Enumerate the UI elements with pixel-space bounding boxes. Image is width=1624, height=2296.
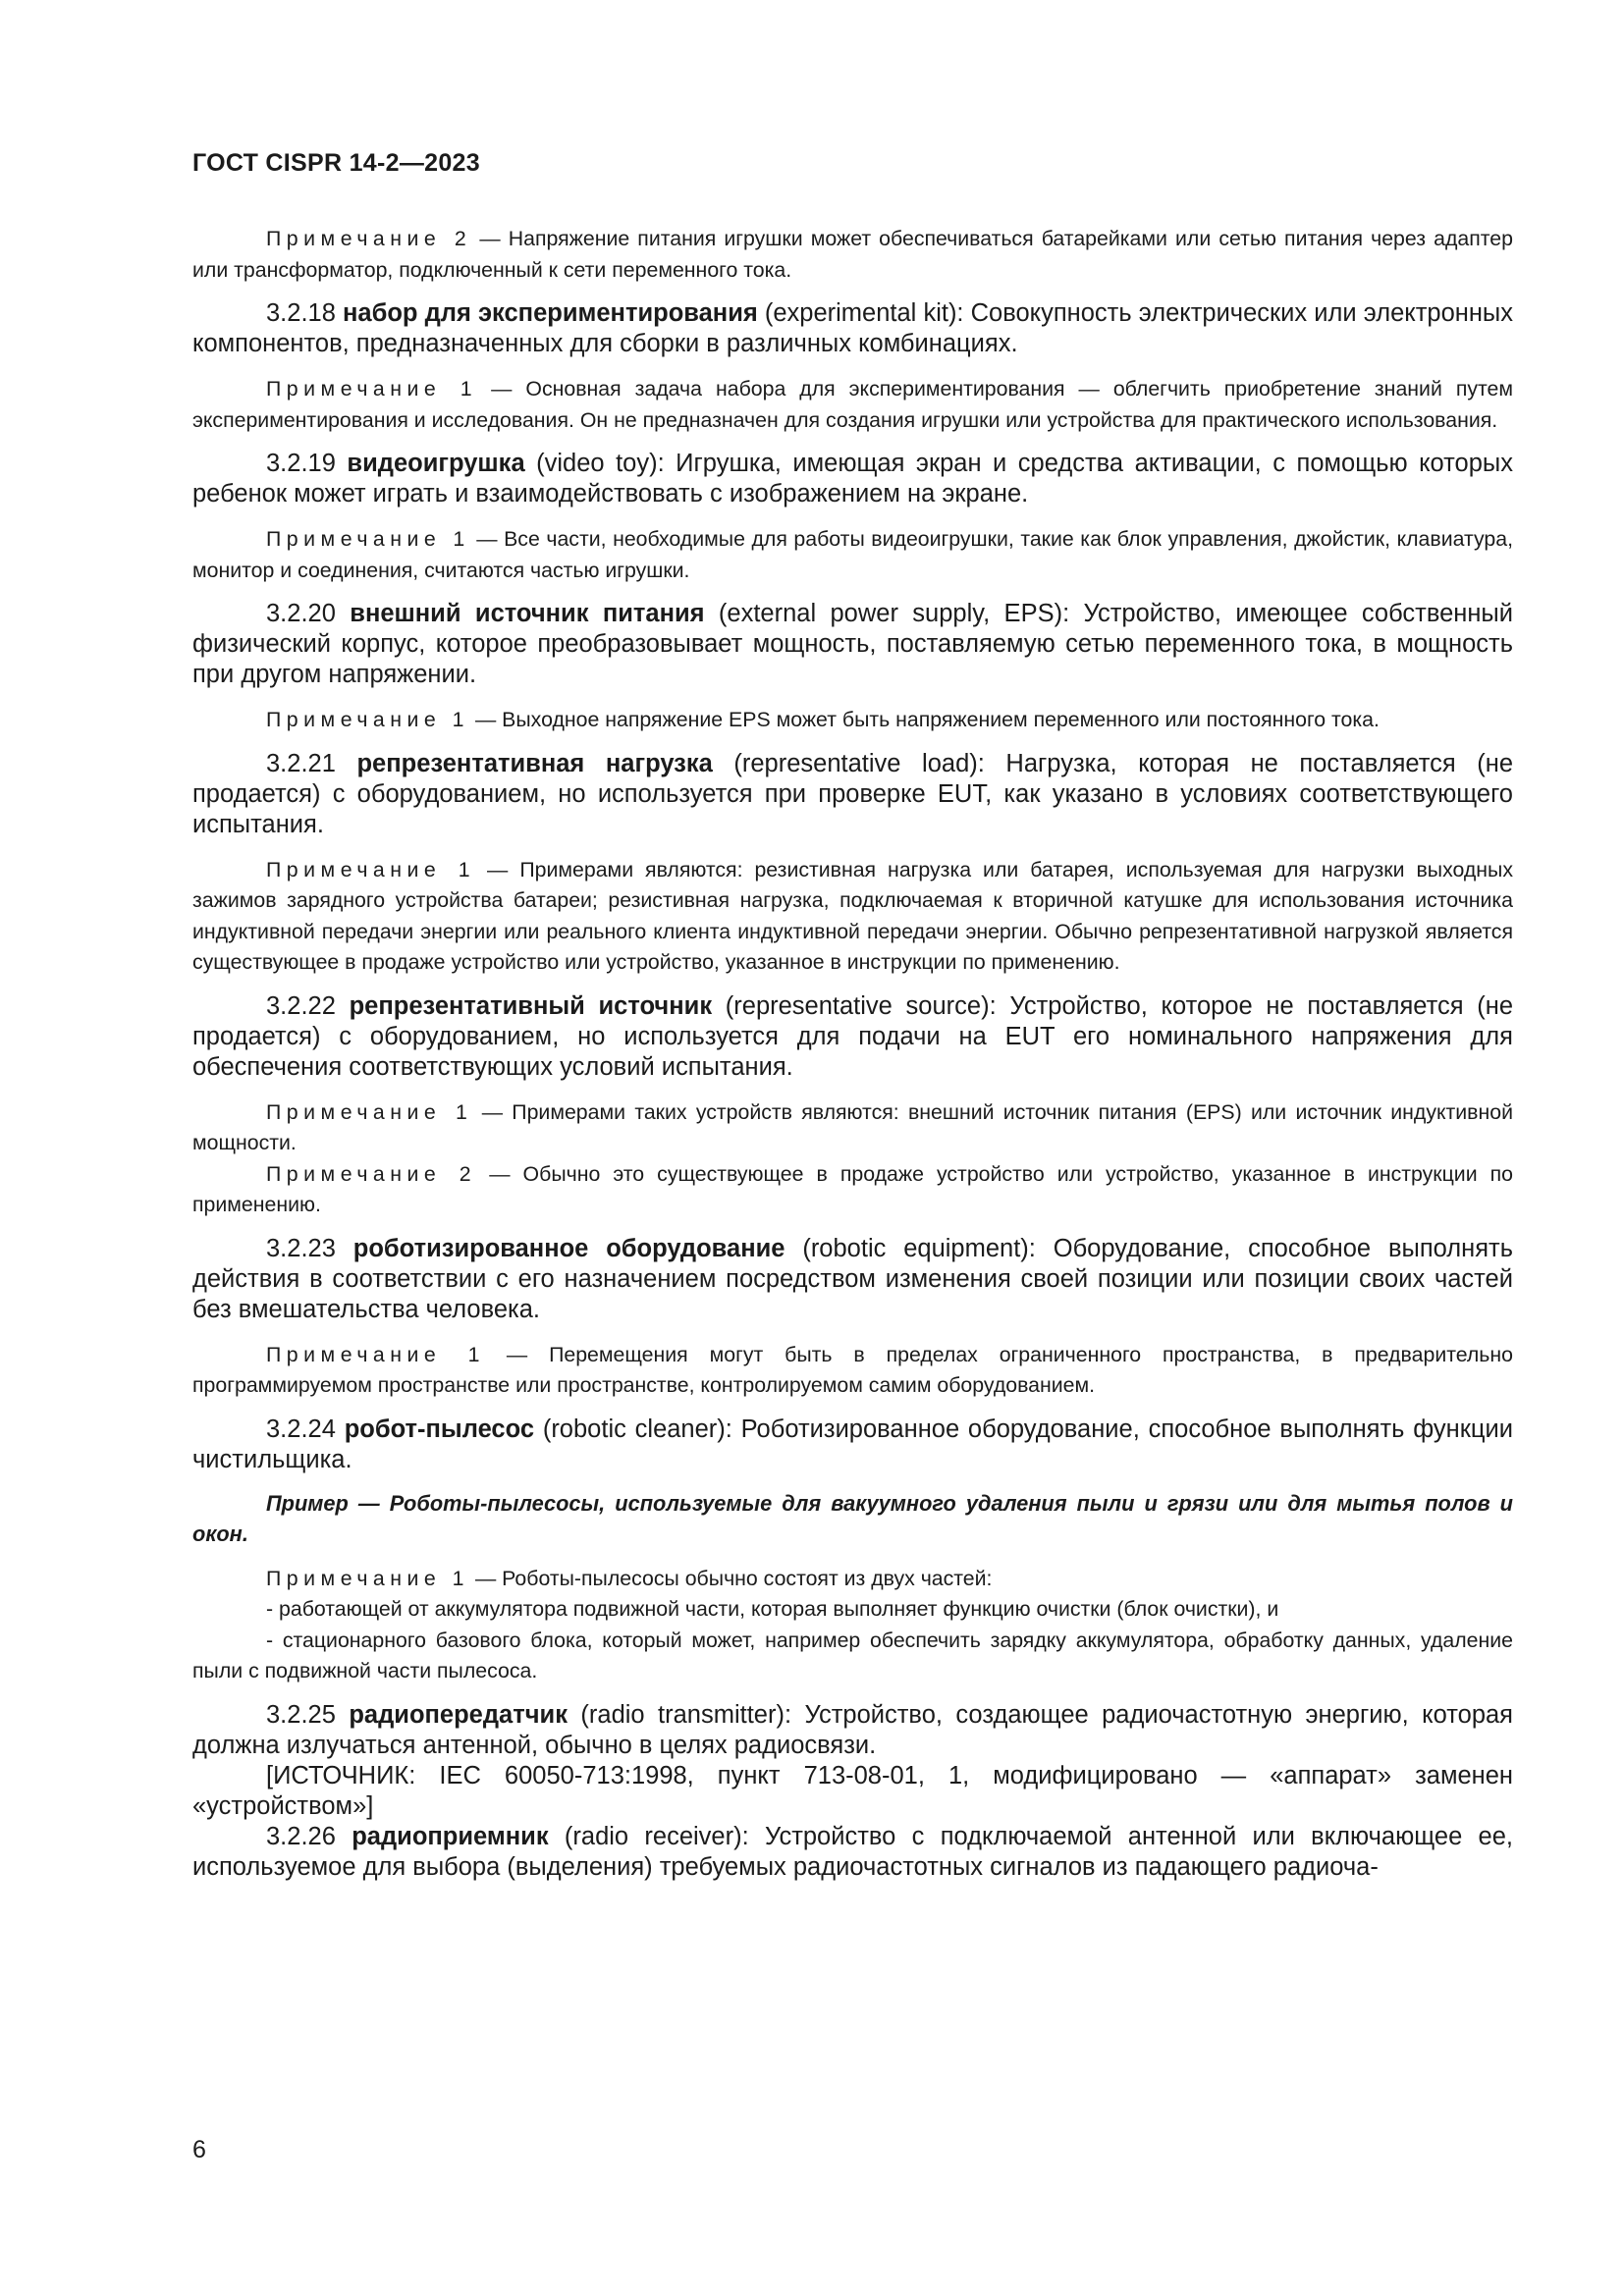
note-label: Примечание 1 bbox=[266, 527, 470, 551]
note-text: — Перемещения могут быть в пределах ограниченного пространства, в предварительно программируемом пространстве или пространстве, контролируемом самим оборудованием. bbox=[192, 1342, 1513, 1397]
page-body bbox=[192, 224, 1513, 1883]
definition-text: (video toy): Игрушка, имеющая экран и средства активации, с помощью которых ребенок может играть и взаимодействовать с изображением на экране. bbox=[192, 450, 1513, 507]
definition-3-2-26 bbox=[192, 1822, 1513, 1883]
list-item: - работающей от аккумулятора подвижной части, которая выполняет функцию очистки (блок очистки), и bbox=[266, 1597, 1279, 1621]
definition-text: (radio receiver): Устройство с подключаемой антенной или включающее ее, используемое для выбора (выделения) требуемых радиочастотных сигналов из падающего радиоча- bbox=[192, 1822, 1514, 1881]
note-label: Примечание 2 bbox=[266, 227, 472, 250]
note-text: — Примерами являются: резистивная нагрузка или батарея, используемая для нагрузки выходных зажимов зарядного устройства батареи; резистивная нагрузка, подключаемая к вторичной катушке для использования источника индуктивной передачи энергии или реального клиента индуктивной передачи энергии. Обычно репрезентативной нагрузкой является существующее в продаже устройство или устройство, указанное в инструкции по применению. bbox=[192, 857, 1513, 974]
clause-number: 3.2.20 bbox=[266, 600, 351, 627]
term-name: радиопередатчик bbox=[349, 1700, 568, 1729]
document-header: ГОСТ CISPR 14-2—2023 bbox=[192, 149, 480, 177]
note-paragraph bbox=[192, 1097, 1513, 1159]
definition-3-2-25 bbox=[192, 1700, 1513, 1761]
definition-3-2-19 bbox=[192, 449, 1513, 509]
example-paragraph: Пример — Роботы-пылесосы, используемые для вакуумного удаления пыли и грязи или для мытья полов и окон. bbox=[192, 1490, 1513, 1546]
definition-text: (robotic equipment): Оборудование, способное выполнять действия в соответствии с его назначением посредством изменения своей позиции или позиции своих частей без вмешательства человека. bbox=[192, 1234, 1514, 1323]
term-name: набор для экспериментирования bbox=[343, 299, 758, 327]
term-name: видеоигрушка bbox=[347, 450, 525, 477]
note-text: — Напряжение питания игрушки может обеспечиваться батарейками или сетью питания через адаптер или трансформатор, подключенный к сети переменного тока. bbox=[192, 227, 1513, 282]
note-paragraph bbox=[192, 224, 1513, 286]
note-label: Примечание 1 bbox=[266, 857, 476, 881]
note-paragraph bbox=[192, 1340, 1513, 1402]
term-name: робот-пылесос bbox=[344, 1415, 535, 1443]
clause-number: 3.2.18 bbox=[266, 299, 344, 327]
term-name: репрезентативный источник bbox=[349, 991, 713, 1020]
definition-3-2-18 bbox=[192, 298, 1513, 359]
note-text: — Роботы-пылесосы обычно состоят из двух частей: bbox=[469, 1566, 993, 1590]
note-label: Примечание 1 bbox=[266, 1099, 473, 1124]
note-paragraph bbox=[192, 705, 1513, 736]
note-paragraph bbox=[192, 1564, 1513, 1595]
note-text: — Выходное напряжение EPS может быть напряжением переменного или постоянного тока. bbox=[469, 708, 1380, 731]
definition-text: (radio transmitter): Устройство, создающее радиочастотную энергию, которая должна излучаться антенной, обычно в целях радиосвязи. bbox=[192, 1700, 1513, 1759]
clause-number: 3.2.19 bbox=[266, 450, 348, 477]
definition-text: (representative source): Устройство, которое не поставляется (не продается) с оборудованием, но используется для подачи на EUT его номинального напряжения для обеспечения соответствующих условий испытания. bbox=[192, 991, 1514, 1081]
definition-text: (experimental kit): Совокупность электрических или электронных компонентов, предназначенных для сборки в различных комбинациях. bbox=[192, 299, 1513, 357]
term-name: роботизированное оборудование bbox=[352, 1234, 785, 1262]
term-name: радиоприемник bbox=[352, 1822, 549, 1850]
clause-number: 3.2.25 bbox=[266, 1700, 350, 1729]
clause-number: 3.2.24 bbox=[266, 1415, 345, 1443]
list-item: - стационарного базового блока, который может, например обеспечить зарядку аккумулятора, обработку данных, удаление пыли с подвижной части пылесоса. bbox=[192, 1628, 1513, 1682]
note-text: — Обычно это существующее в продаже устройство или устройство, указанное в инструкции по применению. bbox=[192, 1161, 1514, 1216]
clause-number: 3.2.21 bbox=[266, 749, 357, 777]
definition-text: (external power supply, EPS): Устройство, имеющее собственный физический корпус, которое преобразовывает мощность, поставляемую сетью переменного тока, в мощность при другом напряжении. bbox=[192, 600, 1513, 688]
term-name: репрезентативная нагрузка bbox=[356, 749, 713, 777]
definition-3-2-21 bbox=[192, 749, 1513, 840]
source-reference: [ИСТОЧНИК: IEC 60050-713:1998, пункт 713-08-01, 1, модифицировано — «аппарат» заменен «устройством»] bbox=[192, 1761, 1513, 1820]
clause-number: 3.2.26 bbox=[266, 1822, 352, 1850]
note-text: — Примерами таких устройств являются: внешний источник питания (EPS) или источник индуктивной мощности. bbox=[192, 1099, 1513, 1154]
definition-3-2-23 bbox=[192, 1234, 1513, 1325]
note-label: Примечание 1 bbox=[266, 708, 470, 731]
term-name: внешний источник питания bbox=[350, 600, 705, 627]
note-paragraph bbox=[192, 374, 1513, 436]
definition-3-2-22 bbox=[192, 991, 1513, 1083]
page-number: 6 bbox=[192, 2136, 206, 2163]
note-paragraph bbox=[192, 1159, 1513, 1221]
clause-number: 3.2.22 bbox=[266, 991, 350, 1020]
note-text: — Основная задача набора для экспериментирования — облегчить приобретение знаний путем экспериментирования и исследования. Он не предназначен для создания игрушки или устройства для практического использования. bbox=[192, 377, 1514, 432]
note-label: Примечание 1 bbox=[266, 1342, 485, 1366]
clause-number: 3.2.23 bbox=[266, 1234, 353, 1262]
definition-text: (robotic cleaner): Роботизированное оборудование, способное выполнять функции чистильщика. bbox=[192, 1415, 1514, 1473]
note-paragraph bbox=[192, 524, 1513, 586]
note-label: Примечание 1 bbox=[266, 1566, 470, 1590]
note-paragraph bbox=[192, 855, 1513, 979]
definition-3-2-20 bbox=[192, 599, 1513, 690]
note-label: Примечание 1 bbox=[266, 377, 478, 400]
definition-text: (representative load): Нагрузка, которая не поставляется (не продается) с оборудованием, но используется при проверке EUT, как указано в условиях соответствующего испытания. bbox=[192, 749, 1514, 838]
definition-3-2-24 bbox=[192, 1415, 1513, 1475]
note-label: Примечание 2 bbox=[266, 1161, 477, 1186]
note-text: — Все части, необходимые для работы видеоигрушки, такие как блок управления, джойстик, клавиатура, монитор и соединения, считаются частью игрушки. bbox=[192, 527, 1514, 582]
